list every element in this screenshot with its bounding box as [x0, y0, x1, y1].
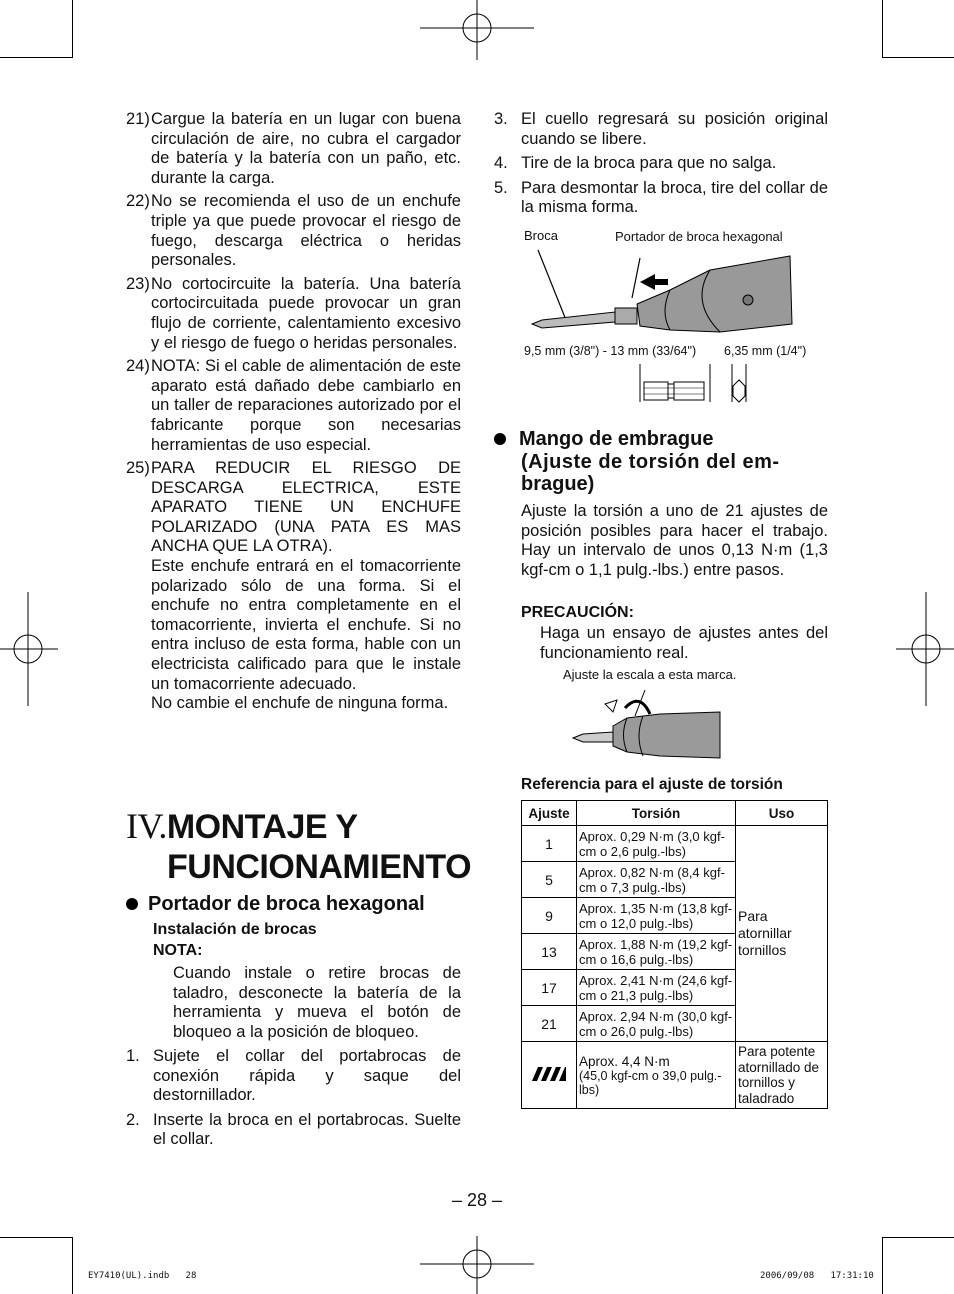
table-cell: 21 — [522, 1006, 577, 1042]
clutch-illustration — [565, 686, 725, 762]
section-title: FUNCIONAMIENTO — [167, 848, 472, 886]
clutch-text: Ajuste la torsión a uno de 21 ajustes de posición posibles para hacer el trabajo. Hay un intervalo de unos 0,13 N·m (1,3 kgf-cm o 1,1 pulg.-lbs.) entre pasos. — [521, 502, 828, 579]
table-cell — [522, 1042, 577, 1109]
list-item: 21) Cargue la batería en un lugar con buena circulación de aire, no cubra el cargador de batería y la batería con un paño, etc. durante la carga. — [126, 110, 461, 187]
registration-mark-right — [896, 592, 954, 706]
left-column — [126, 110, 461, 714]
list-item: 5. Para desmontar la broca, tire del collar de la misma forma. — [494, 178, 828, 217]
registration-mark-left — [0, 592, 58, 706]
list-item: 1. Sujete el collar del portabrocas de conexión rápida y saque del destornillador. — [126, 1047, 461, 1105]
fig2-label: Ajuste la escala a esta marca. — [563, 667, 737, 682]
list-item: 23) No cortocircuite la batería. Una batería cortocircuitada puede provocar un gran flujo de corriente, calentamiento excesivo y el riesgo de fuego o heridas personales. — [126, 274, 461, 352]
list-item: 4. Tire de la broca para que no salga. — [494, 154, 777, 173]
footer-file: EY7410(UL).indb 28 — [88, 1271, 197, 1281]
crop-mark — [882, 1237, 883, 1294]
sub-heading: Portador de broca hexagonal — [126, 892, 466, 916]
crop-mark — [882, 1237, 954, 1238]
label-bit: Broca — [524, 228, 558, 243]
bullet-icon — [126, 898, 138, 910]
nota-label: NOTA: — [153, 942, 203, 959]
bullet-icon — [494, 433, 506, 445]
clutch-heading: Mango de embrague (Ajuste de torsión del em- brague) — [494, 428, 834, 496]
table-cell: Aprox. 1,35 N·m (13,8 kgf-cm o 12,0 pulg.-lbs) — [577, 898, 736, 934]
table-cell: 13 — [522, 934, 577, 970]
registration-mark-bottom — [420, 1236, 534, 1294]
table-cell: 9 — [522, 898, 577, 934]
item25-paragraph: No cambie el enchufe de ninguna forma. — [151, 694, 449, 713]
list-item: 2. Inserte la broca en el portabrocas. Suelte el collar. — [126, 1110, 461, 1149]
figure-bit-holder — [520, 222, 830, 412]
section-heading — [126, 806, 472, 887]
crop-mark — [882, 57, 954, 58]
section-title: MONTAJE Y — [166, 808, 358, 846]
table-cell: Aprox. 2,41 N·m (24,6 kgf-cm o 21,3 pulg.-lbs) — [577, 970, 736, 1006]
precaucion-label: PRECAUCIÓN: — [521, 604, 634, 621]
table-cell: Aprox. 0,29 N·m (3,0 kgf-cm o 2,6 pulg.-lbs) — [577, 826, 736, 862]
table-row — [522, 1042, 828, 1109]
table-cell: 17 — [522, 970, 577, 1006]
table-cell: Para atornillar tornillos — [736, 826, 828, 1042]
list-item: 24) NOTA: Si el cable de alimentación de este aparato está dañado debe cambiarlo en un taller de reparaciones autorizado por el fabricante porque son necesarias herramientas de uso especial. — [126, 357, 461, 454]
column-header: Ajuste — [522, 801, 577, 826]
crop-mark — [0, 57, 73, 58]
item25-paragraph: Este enchufe entrará en el tomacorriente polarizado sólo de una forma. Si el enchufe no entra completamente en el tomacorriente, invierta el enchufe. Si no entra incluso de esta forma, hable con un electricista calificado para que le instale un tomacorriente adecuado. — [151, 557, 461, 693]
table-cell: 1 — [522, 826, 577, 862]
table-row — [522, 826, 828, 862]
table-title: Referencia para el ajuste de torsión — [521, 776, 783, 793]
torque-table — [521, 800, 828, 1109]
crop-mark — [882, 0, 883, 58]
crop-mark — [72, 1237, 73, 1294]
label-holder: Portador de broca hexagonal — [615, 229, 783, 244]
table-cell: 5 — [522, 862, 577, 898]
section-numeral: IV. — [126, 806, 167, 846]
nota-text: Cuando instale o retire brocas de taladro, desconecte la batería de la herramienta y mueva el botón de bloqueo a la posición de bloqueo. — [173, 964, 461, 1041]
dim-label-large: 9,5 mm (3/8") - 13 mm (33/64") — [524, 344, 697, 358]
drill-illustration — [520, 242, 820, 352]
bit-dimensions-diagram — [630, 362, 770, 408]
list-item: 22) No se recomienda el uso de un enchufe triple ya que puede provocar el riesgo de fuego, descarga eléctrica o heridas personales. — [126, 192, 461, 270]
precaucion-text: Haga un ensayo de ajustes antes del funcionamiento real. — [540, 624, 828, 662]
table-cell: Aprox. 2,94 N·m (30,0 kgf-cm o 26,0 pulg.-lbs) — [577, 1006, 736, 1042]
table-cell: Aprox. 4,4 N·m (45,0 kgf-cm o 39,0 pulg.-lbs) — [577, 1042, 736, 1109]
crop-mark — [72, 0, 73, 58]
table-cell: Aprox. 0,82 N·m (8,4 kgf-cm o 7,3 pulg.-lbs) — [577, 862, 736, 898]
right-steps — [494, 110, 828, 218]
steps-list — [126, 1047, 461, 1150]
crop-mark — [0, 1237, 73, 1238]
drill-mode-icon — [532, 1067, 566, 1081]
column-header: Torsión — [577, 801, 736, 826]
install-heading: Instalación de brocas — [153, 921, 317, 938]
registration-mark-top — [420, 0, 534, 60]
list-item: 25) PARA REDUCIR EL RIESGO DE DESCARGA ELECTRICA, ESTE APARATO TIENE UN ENCHUFE POLARIZADO (UNA PATA ES MAS ANCHA QUE LA OTRA). — [126, 459, 461, 556]
table-header-row — [522, 801, 828, 826]
column-header: Uso — [736, 801, 828, 826]
page-number: – 28 – — [451, 1190, 503, 1210]
table-cell: Para potente atornillado de tornillos y taladrado — [736, 1042, 828, 1109]
dim-label-small: 6,35 mm (1/4") — [724, 344, 807, 358]
list-item: 3. El cuello regresará su posición original cuando se libere. — [494, 110, 828, 148]
footer-timestamp: 2006/09/08 17:31:10 — [760, 1271, 874, 1281]
table-cell: Aprox. 1,88 N·m (19,2 kgf-cm o 16,6 pulg.-lbs) — [577, 934, 736, 970]
